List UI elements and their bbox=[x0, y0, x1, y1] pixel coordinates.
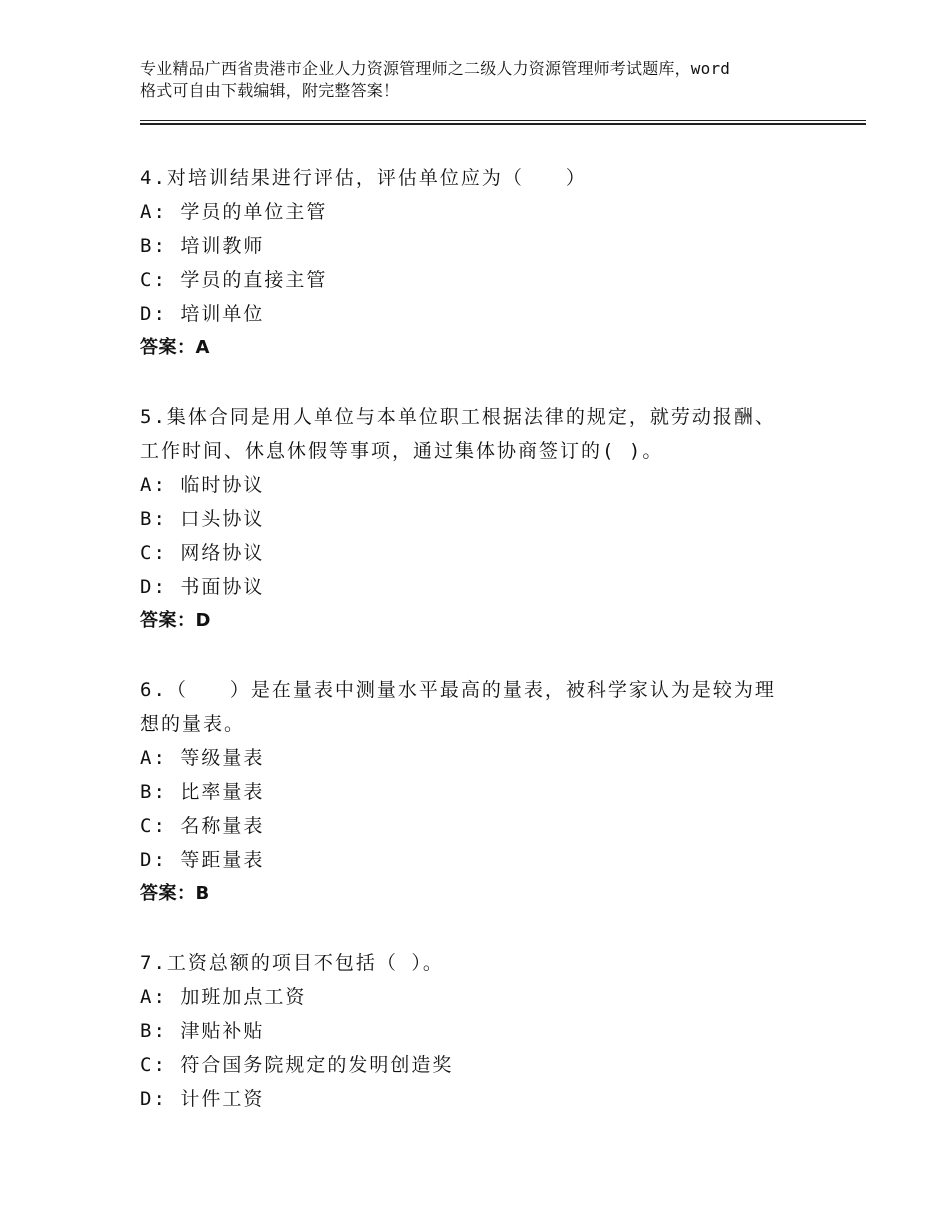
answer-label: 答案： bbox=[140, 337, 196, 358]
answer-value: D bbox=[195, 610, 211, 631]
question-5 bbox=[140, 400, 820, 638]
option-b: B: 培训教师 bbox=[140, 235, 265, 257]
option-a: A: 等级量表 bbox=[140, 747, 265, 769]
option-b: B: 口头协议 bbox=[140, 508, 265, 530]
answer-line bbox=[140, 604, 820, 638]
question-stem-line: 7.工资总额的项目不包括（ ）。 bbox=[140, 952, 444, 974]
question-stem bbox=[140, 161, 810, 195]
option-d: D: 计件工资 bbox=[140, 1088, 265, 1110]
question-4 bbox=[140, 161, 820, 365]
question-stem-line: 想的量表。 bbox=[140, 713, 246, 735]
question-stem bbox=[140, 400, 810, 468]
header-divider-top bbox=[140, 120, 866, 121]
option-d: D: 等距量表 bbox=[140, 849, 265, 871]
option-a: A: 加班加点工资 bbox=[140, 986, 307, 1008]
option-c: C: 名称量表 bbox=[140, 815, 265, 837]
answer-value: A bbox=[195, 337, 210, 358]
option-c: C: 学员的直接主管 bbox=[140, 269, 328, 291]
option-a: A: 学员的单位主管 bbox=[140, 201, 328, 223]
question-6 bbox=[140, 673, 820, 911]
option-b: B: 比率量表 bbox=[140, 781, 265, 803]
answer-label: 答案： bbox=[140, 610, 196, 631]
header-line-2: 格式可自由下载编辑，附完整答案！ bbox=[140, 81, 400, 100]
question-stem-line: 6.（ ）是在量表中测量水平最高的量表，被科学家认为是较为理 bbox=[140, 679, 776, 701]
question-stem-line: 工作时间、休息休假等事项，通过集体协商签订的( )。 bbox=[140, 440, 664, 462]
option-b: B: 津贴补贴 bbox=[140, 1020, 265, 1042]
question-stem bbox=[140, 946, 810, 980]
option-c: C: 网络协议 bbox=[140, 542, 265, 564]
question-stem bbox=[140, 673, 810, 741]
option-d: D: 培训单位 bbox=[140, 303, 265, 325]
header-divider-bottom bbox=[140, 123, 866, 125]
option-c: C: 符合国务院规定的发明创造奖 bbox=[140, 1054, 454, 1076]
question-stem-line: 5.集体合同是用人单位与本单位职工根据法律的规定，就劳动报酬、 bbox=[140, 406, 776, 428]
answer-label: 答案： bbox=[140, 883, 196, 904]
document-header bbox=[140, 58, 840, 102]
question-stem-line: 4.对培训结果进行评估，评估单位应为（ ） bbox=[140, 167, 587, 189]
question-7 bbox=[140, 946, 820, 1116]
header-line-1: 专业精品广西省贵港市企业人力资源管理师之二级人力资源管理师考试题库，word bbox=[140, 59, 731, 78]
option-d: D: 书面协议 bbox=[140, 576, 265, 598]
option-a: A: 临时协议 bbox=[140, 474, 265, 496]
answer-line bbox=[140, 877, 820, 911]
answer-value: B bbox=[195, 883, 210, 904]
answer-line bbox=[140, 331, 820, 365]
